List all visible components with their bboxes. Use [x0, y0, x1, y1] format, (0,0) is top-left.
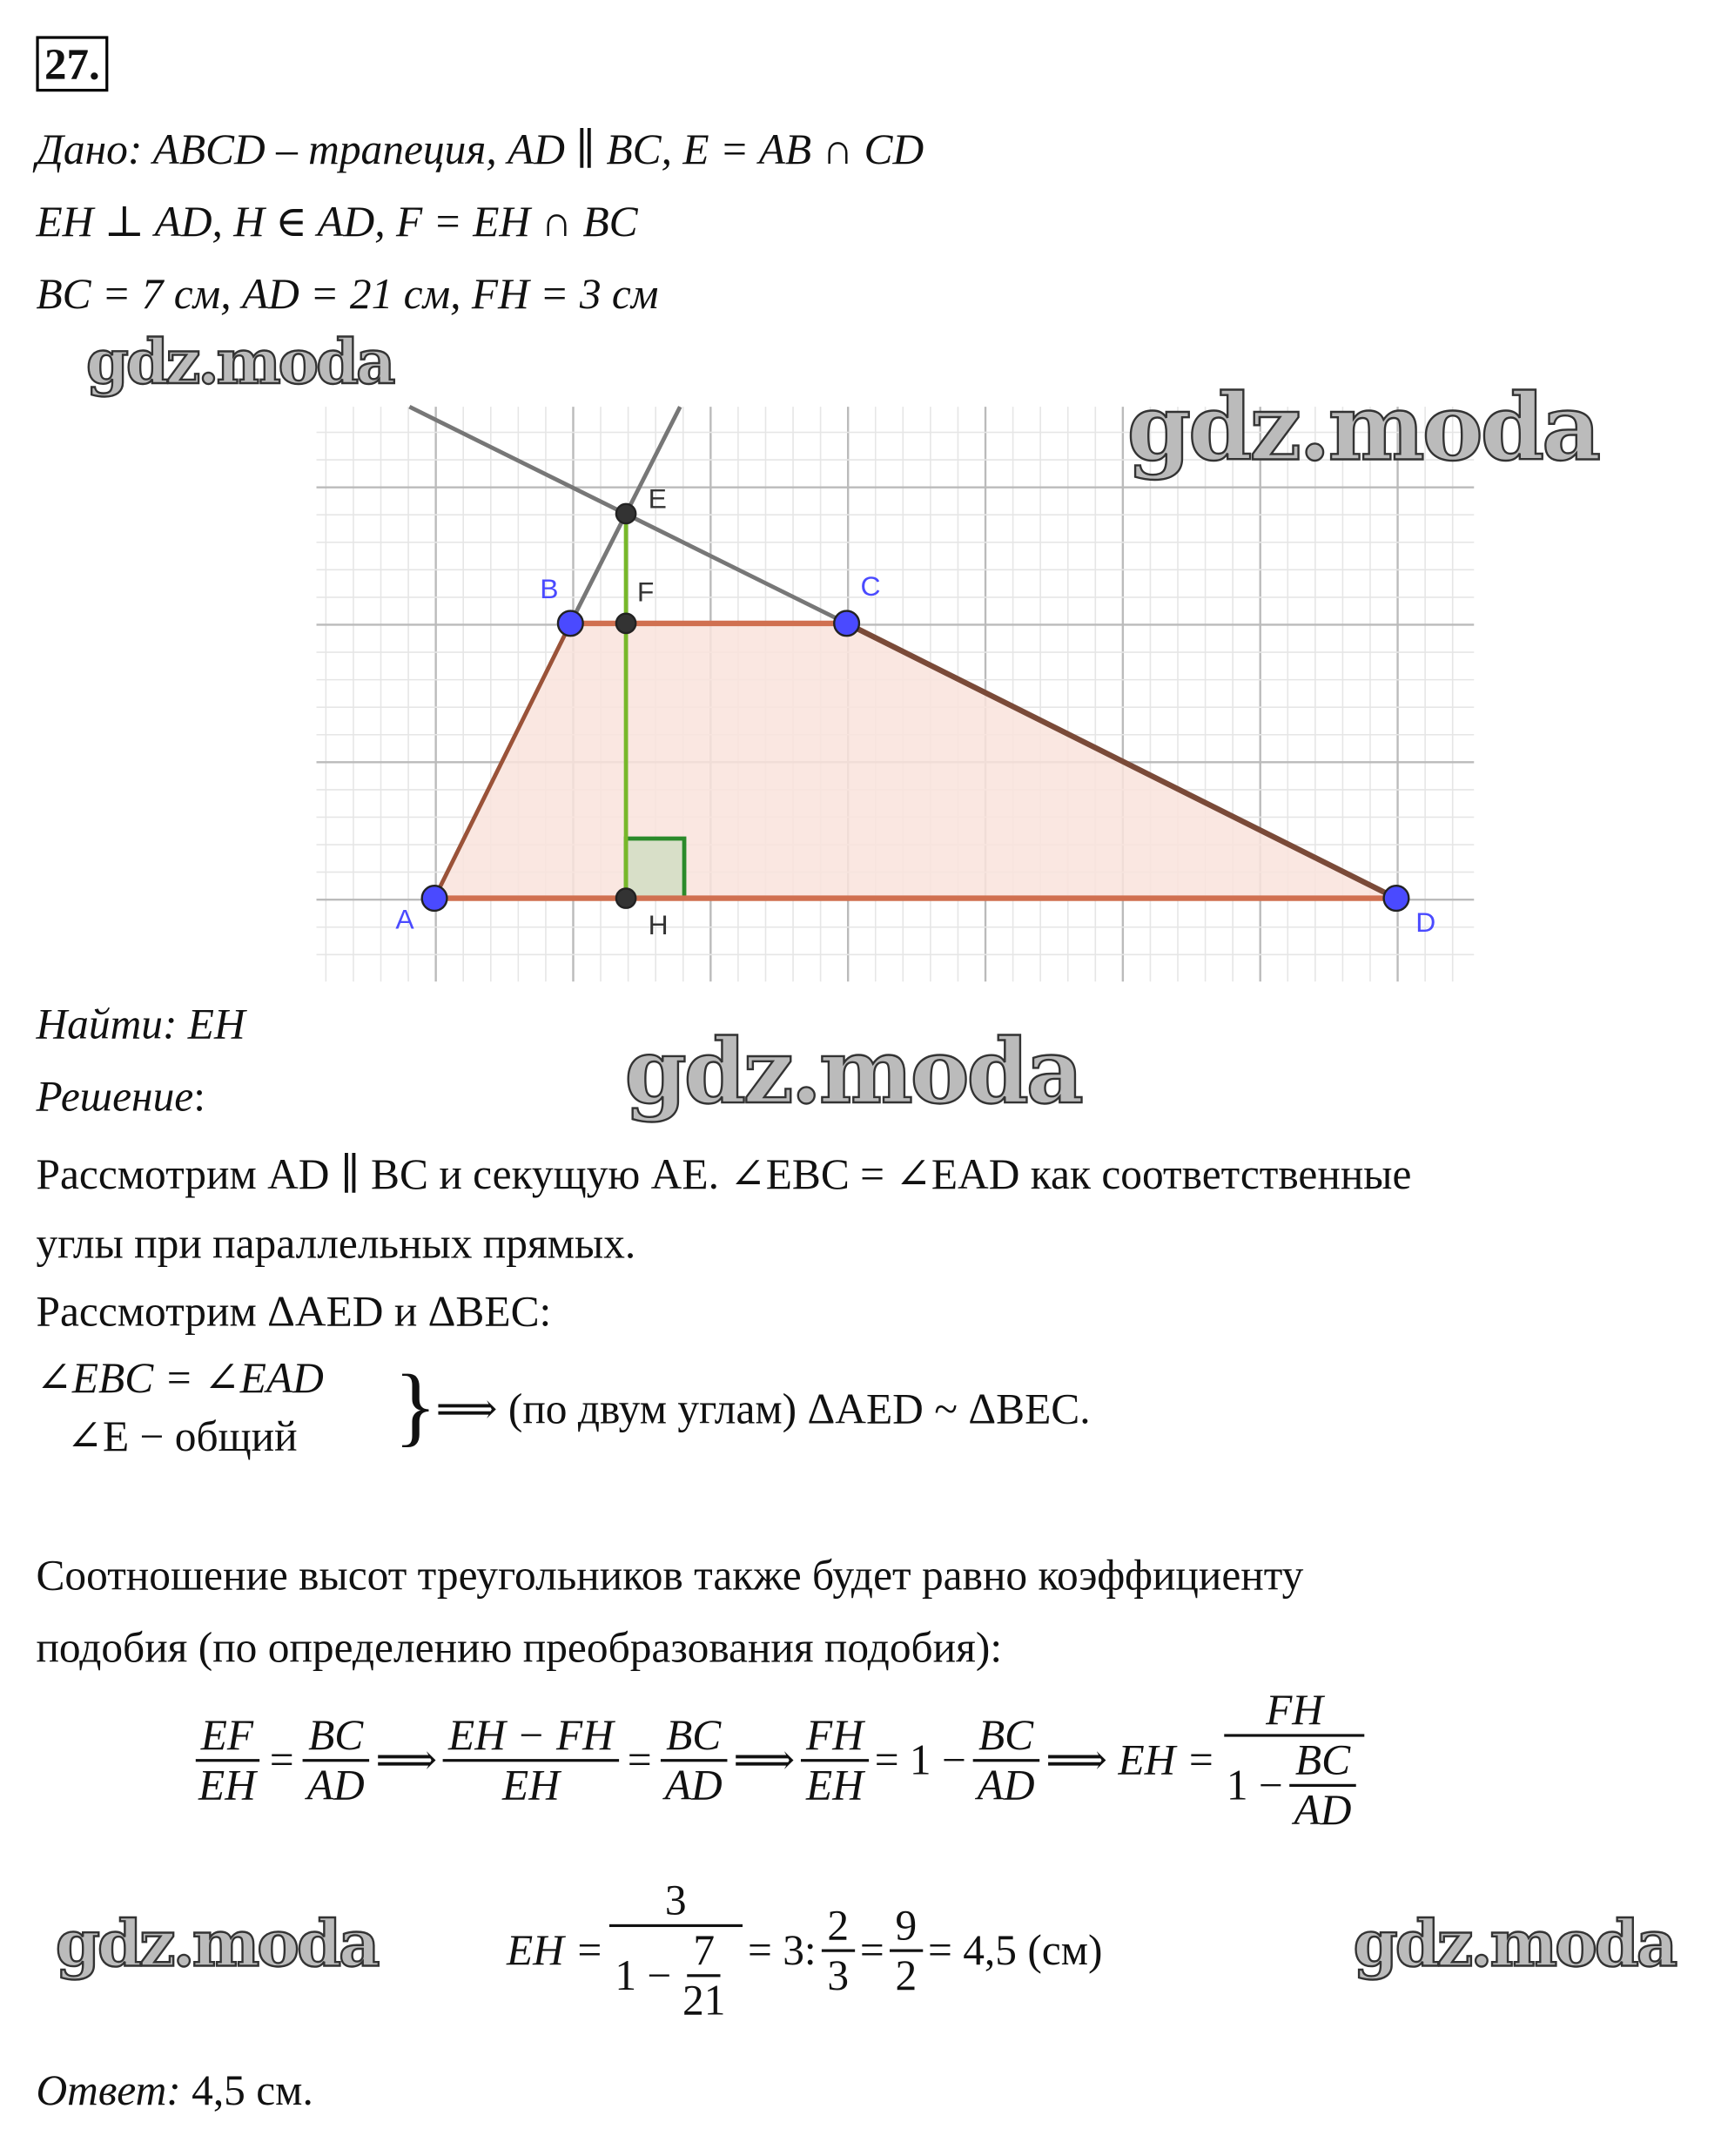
- solution-para-1b: углы при параллельных прямых.: [36, 1218, 636, 1268]
- frac-den: AD: [664, 1760, 723, 1809]
- one-minus: = 1 −: [874, 1735, 966, 1785]
- find-line: [36, 1000, 245, 1049]
- point-label-e: E: [648, 482, 667, 515]
- point-label-b: B: [540, 573, 559, 605]
- solution-label: Решение: [36, 1071, 194, 1121]
- system-result: ⟹ (по двум углам) ΔAED ~ ΔBEC.: [435, 1384, 1091, 1433]
- eq: =: [624, 1735, 655, 1785]
- frac-num: 3: [609, 1877, 742, 1928]
- point-b: [558, 611, 583, 637]
- watermark: gdz.moda: [624, 1020, 1081, 1125]
- problem-number: 27.: [36, 36, 108, 91]
- point-f: [616, 614, 635, 633]
- frac-den: AD: [306, 1760, 365, 1809]
- frac-den: EH: [502, 1760, 560, 1809]
- frac-num: BC: [661, 1712, 727, 1762]
- solution-para-3a: Соотношение высот треугольников также будет равно коэффициенту: [36, 1550, 1304, 1600]
- frac-num: FH: [801, 1712, 870, 1762]
- answer-label: Ответ:: [36, 2065, 181, 2115]
- frac-den: EH: [198, 1760, 256, 1809]
- eh-equals: EH =: [506, 1925, 604, 1975]
- frac-num: BC: [303, 1712, 369, 1762]
- frac-den: AD: [1294, 1785, 1352, 1835]
- frac-den: 21: [682, 1976, 726, 2025]
- point-label-d: D: [1415, 906, 1436, 938]
- frac-num: 2: [822, 1902, 854, 1952]
- right-angle-mark: [626, 839, 684, 899]
- brace: }: [393, 1356, 437, 1455]
- one-minus: 1 −: [1226, 1760, 1283, 1809]
- eq: =: [859, 1925, 884, 1975]
- point-c: [834, 611, 859, 637]
- watermark: gdz.moda: [1353, 1906, 1676, 1982]
- point-h: [616, 888, 635, 907]
- frac-num: BC: [1290, 1737, 1356, 1788]
- given-text-1: : ABCD – трапеция, AD ∥ BC, E = AB ∩ CD: [127, 125, 924, 174]
- point-d: [1384, 886, 1409, 911]
- frac-den: AD: [977, 1760, 1035, 1809]
- eh-equals: ⟹ EH =: [1045, 1735, 1216, 1785]
- find-value: : EH: [162, 999, 245, 1048]
- implies: ⟹: [375, 1735, 438, 1785]
- result: = 4,5 (см): [927, 1925, 1103, 1975]
- point-label-a: A: [395, 903, 414, 935]
- watermark: gdz.moda: [1126, 373, 1599, 482]
- frac-num: FH: [1224, 1687, 1365, 1737]
- frac-num: 7: [688, 1927, 720, 1977]
- frac-den: EH: [806, 1760, 864, 1809]
- answer-line: [36, 2065, 313, 2115]
- formula-1: [187, 1687, 1374, 1834]
- solution-heading: [36, 1072, 205, 1122]
- frac-den: 3: [827, 1951, 850, 2000]
- frac-num: EH − FH: [443, 1712, 620, 1762]
- solution-para-3b: подобия (по определению преобразования подобия):: [36, 1622, 1003, 1672]
- system-line-2: ∠E − общий: [66, 1412, 298, 1461]
- watermark: gdz.moda: [85, 327, 393, 399]
- point-label-h: H: [648, 909, 669, 941]
- ratio: = 3:: [747, 1925, 817, 1975]
- eq: =: [266, 1735, 297, 1785]
- frac-den: 2: [895, 1951, 918, 2000]
- geometry-figure: [0, 0, 1721, 1000]
- watermark: gdz.moda: [55, 1906, 378, 1982]
- formula-2: [507, 1877, 1103, 2025]
- given-line-3: BC = 7 см, AD = 21 см, FH = 3 см: [36, 269, 659, 319]
- given-label: Дано: [36, 125, 128, 174]
- frac-num: EF: [195, 1712, 259, 1762]
- frac-num: BC: [973, 1712, 1039, 1762]
- find-label: Найти: [36, 999, 163, 1048]
- point-e: [616, 504, 635, 523]
- solution-para-1a: Рассмотрим AD ∥ BC и секущую AE. ∠EBC = ∠EAD как соответственные: [36, 1149, 1412, 1198]
- point-label-f: F: [636, 576, 655, 608]
- point-a: [422, 886, 447, 911]
- system-line-1: ∠EBC = ∠EAD: [36, 1353, 324, 1403]
- point-label-c: C: [860, 569, 881, 602]
- given-line-2: EH ⊥ AD, H ∈ AD, F = EH ∩ BC: [36, 197, 638, 246]
- frac-num: 9: [890, 1902, 922, 1952]
- colon: :: [193, 1071, 205, 1121]
- implies: ⟹: [733, 1735, 796, 1785]
- answer-value: 4,5 см.: [180, 2065, 313, 2115]
- trapezoid-fill: [434, 623, 1396, 899]
- solution-para-2: Рассмотрим ΔAED и ΔBEC:: [36, 1287, 552, 1336]
- one-minus: 1 −: [615, 1951, 672, 2000]
